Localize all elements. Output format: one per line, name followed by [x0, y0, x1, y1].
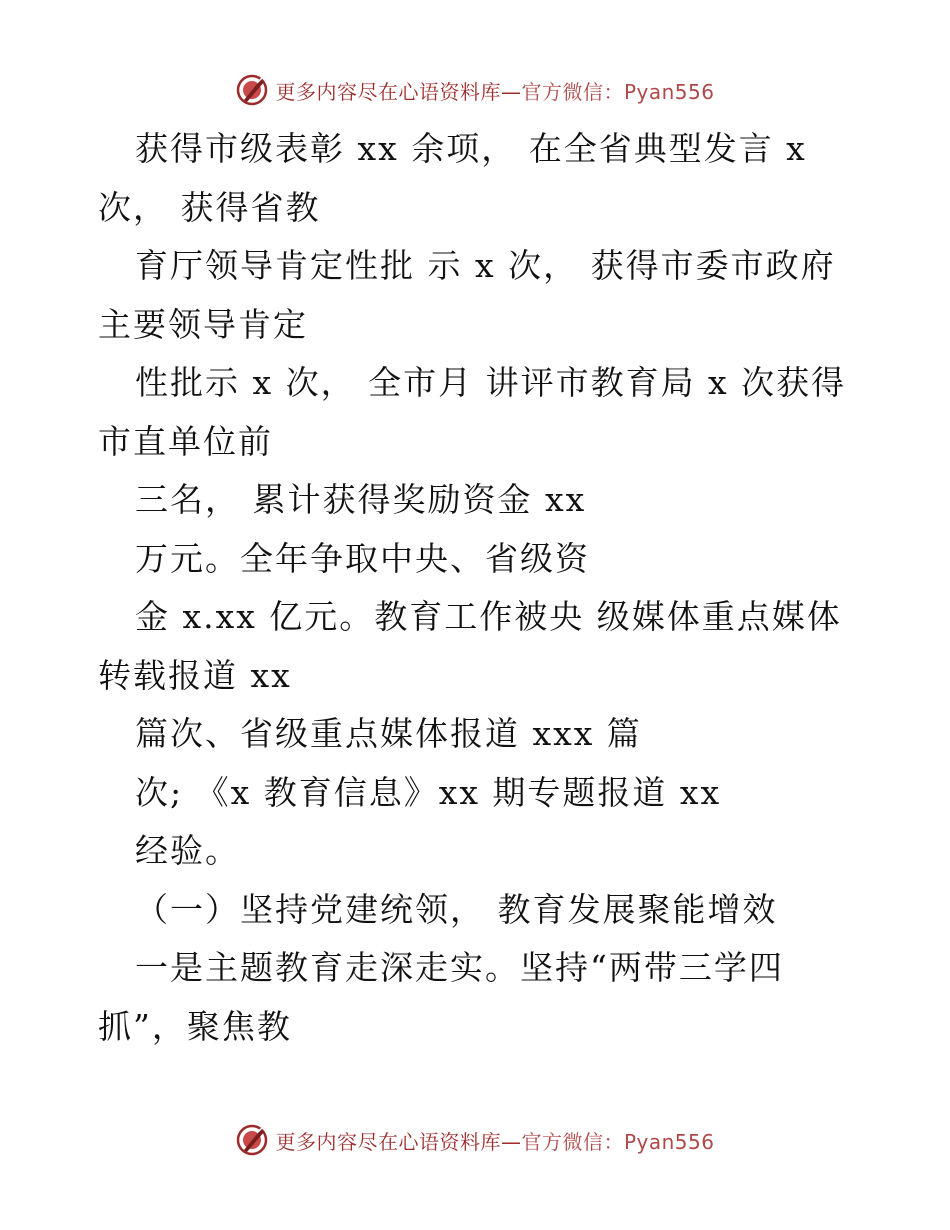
watermark-separator: — [500, 1129, 522, 1154]
watermark-contact: 官方微信：Pyan556 [521, 79, 715, 104]
watermark-contact: 官方微信：Pyan556 [521, 1129, 715, 1154]
body-line: 一是主题教育走深走实。坚持“两带三学四 [135, 948, 784, 987]
body-line: 次; 《x 教育信息》xx 期专题报道 xx [135, 772, 722, 812]
body-line: 金 x.xx 亿元。教育工作被央 级媒体重点媒体 [135, 597, 842, 636]
feather-seal-icon [235, 73, 269, 107]
body-line: 主要领导肯定 [98, 304, 308, 344]
body-line: 三名， 累计获得奖励资金 xx [135, 480, 587, 519]
feather-seal-icon [235, 1123, 269, 1157]
watermark-header [0, 70, 950, 110]
body-line: 获得市级表彰 xx 余项， 在全省典型发言 x [135, 129, 807, 168]
body-line: 篇次、省级重点媒体报道 xxx 篇 [135, 714, 642, 753]
body-line: 市直单位前 [98, 421, 273, 461]
watermark-footer [0, 1120, 950, 1160]
section-heading: （一）坚持党建统领， 教育发展聚能增效 [135, 889, 778, 929]
body-line: 转载报道 xx [98, 655, 292, 695]
body-line: 万元。全年争取中央、省级资 [135, 538, 590, 578]
watermark-main-text: 更多内容尽在心语资料库 [275, 1129, 501, 1154]
document-body [98, 120, 898, 1056]
watermark-text [275, 76, 714, 105]
watermark-separator: — [500, 79, 522, 104]
body-line: 性批示 x 次， 全市月 讲评市教育局 x 次获得 [135, 363, 847, 402]
body-line: 次， 获得省教 [98, 187, 321, 227]
body-line: 育厅领导肯定性批 示 x 次， 获得市委市政府 [135, 246, 836, 285]
body-line: 抓”，聚焦教 [98, 1006, 292, 1046]
watermark-main-text: 更多内容尽在心语资料库 [275, 79, 501, 104]
body-line: 经验。 [135, 831, 240, 870]
watermark-text [275, 1126, 714, 1155]
